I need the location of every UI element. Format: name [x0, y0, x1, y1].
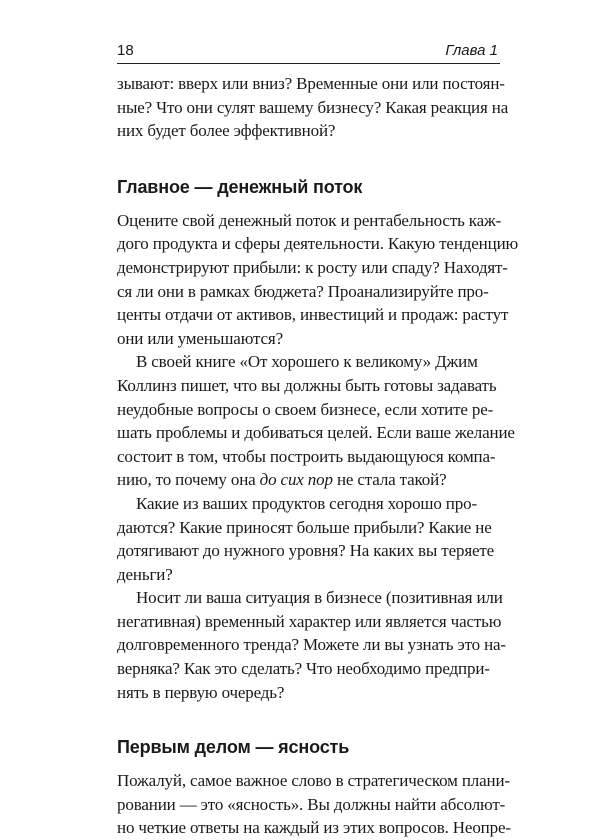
text-line: негативная) временный характер или является частью	[117, 611, 502, 631]
text-line: дого продукта и сферы деятельности. Какую тенденцию	[117, 234, 519, 254]
text-line: зывают: вверх или вниз? Временные они или постоян-	[117, 74, 505, 93]
text-line: дотягивают до нужного уровня? На каких вы теряете	[117, 541, 495, 561]
text-line: нять в первую очередь?	[117, 682, 285, 702]
emphasis-text: до сих пор	[259, 470, 333, 490]
paragraph	[117, 209, 519, 351]
text-line: ные? Что они сулят вашему бизнесу? Какая реакция на	[117, 97, 509, 117]
paragraph	[117, 492, 507, 586]
text-line: шать проблемы и добиваться целей. Если ваше желание	[117, 423, 515, 443]
intro-paragraph	[117, 72, 507, 143]
text-line: В своей книге «От хорошего к великому» Джим	[136, 352, 478, 372]
chapter-label: Глава 1	[445, 42, 498, 59]
text-line: Коллинз пишет, что вы должны быть готовы задавать	[117, 375, 497, 395]
text-line: Оцените свой денежный поток и рентабельность каж-	[117, 210, 502, 230]
text-line: ровании — это «ясность». Вы должны найти абсолют-	[117, 794, 506, 814]
running-header	[117, 41, 500, 64]
text-line: Какие из ваших продуктов сегодня хорошо про-	[136, 493, 477, 513]
text-line: состоит в том, чтобы построить выдающуюся компа-	[117, 446, 496, 466]
paragraph	[117, 350, 515, 492]
section-heading-cash-flow: Главное — денежный поток	[117, 176, 363, 197]
page-number: 18	[117, 42, 134, 59]
text-fragment: нию, то почему она	[117, 470, 260, 490]
text-line: даются? Какие приносят больше прибыли? Какие не	[117, 517, 492, 537]
text-line: долговременного тренда? Можете ли вы узнать это на-	[117, 635, 506, 655]
body-text	[117, 72, 519, 840]
text-line: демонстрируют прибыли: к росту или спаду? Находят-	[117, 257, 508, 277]
text-line: Носит ли ваша ситуация в бизнесе (позитивная или	[136, 588, 503, 608]
text-line: верняка? Как это сделать? Что необходимо предпри-	[117, 659, 490, 679]
text-line: центы отдачи от активов, инвестиций и продаж: растут	[117, 305, 509, 325]
text-line	[117, 468, 507, 492]
text-line: неудобные вопросы о своем бизнесе, если хотите ре-	[117, 399, 494, 419]
paragraph	[117, 586, 507, 704]
text-line: Пожалуй, самое важное слово в стратегическом плани-	[117, 771, 510, 791]
section-heading-clarity: Первым делом — ясность	[117, 737, 350, 758]
text-line: деньги?	[117, 564, 173, 584]
text-line: они или уменьшаются?	[117, 328, 283, 348]
text-line: но четкие ответы на каждый из этих вопросов. Неопре-	[117, 818, 511, 838]
text-fragment: не стала такой?	[332, 470, 447, 490]
text-line: них будет более эффективной?	[117, 121, 336, 141]
paragraph	[117, 769, 511, 840]
text-line: ся ли они в рамках бюджета? Проанализируйте про-	[117, 281, 489, 301]
